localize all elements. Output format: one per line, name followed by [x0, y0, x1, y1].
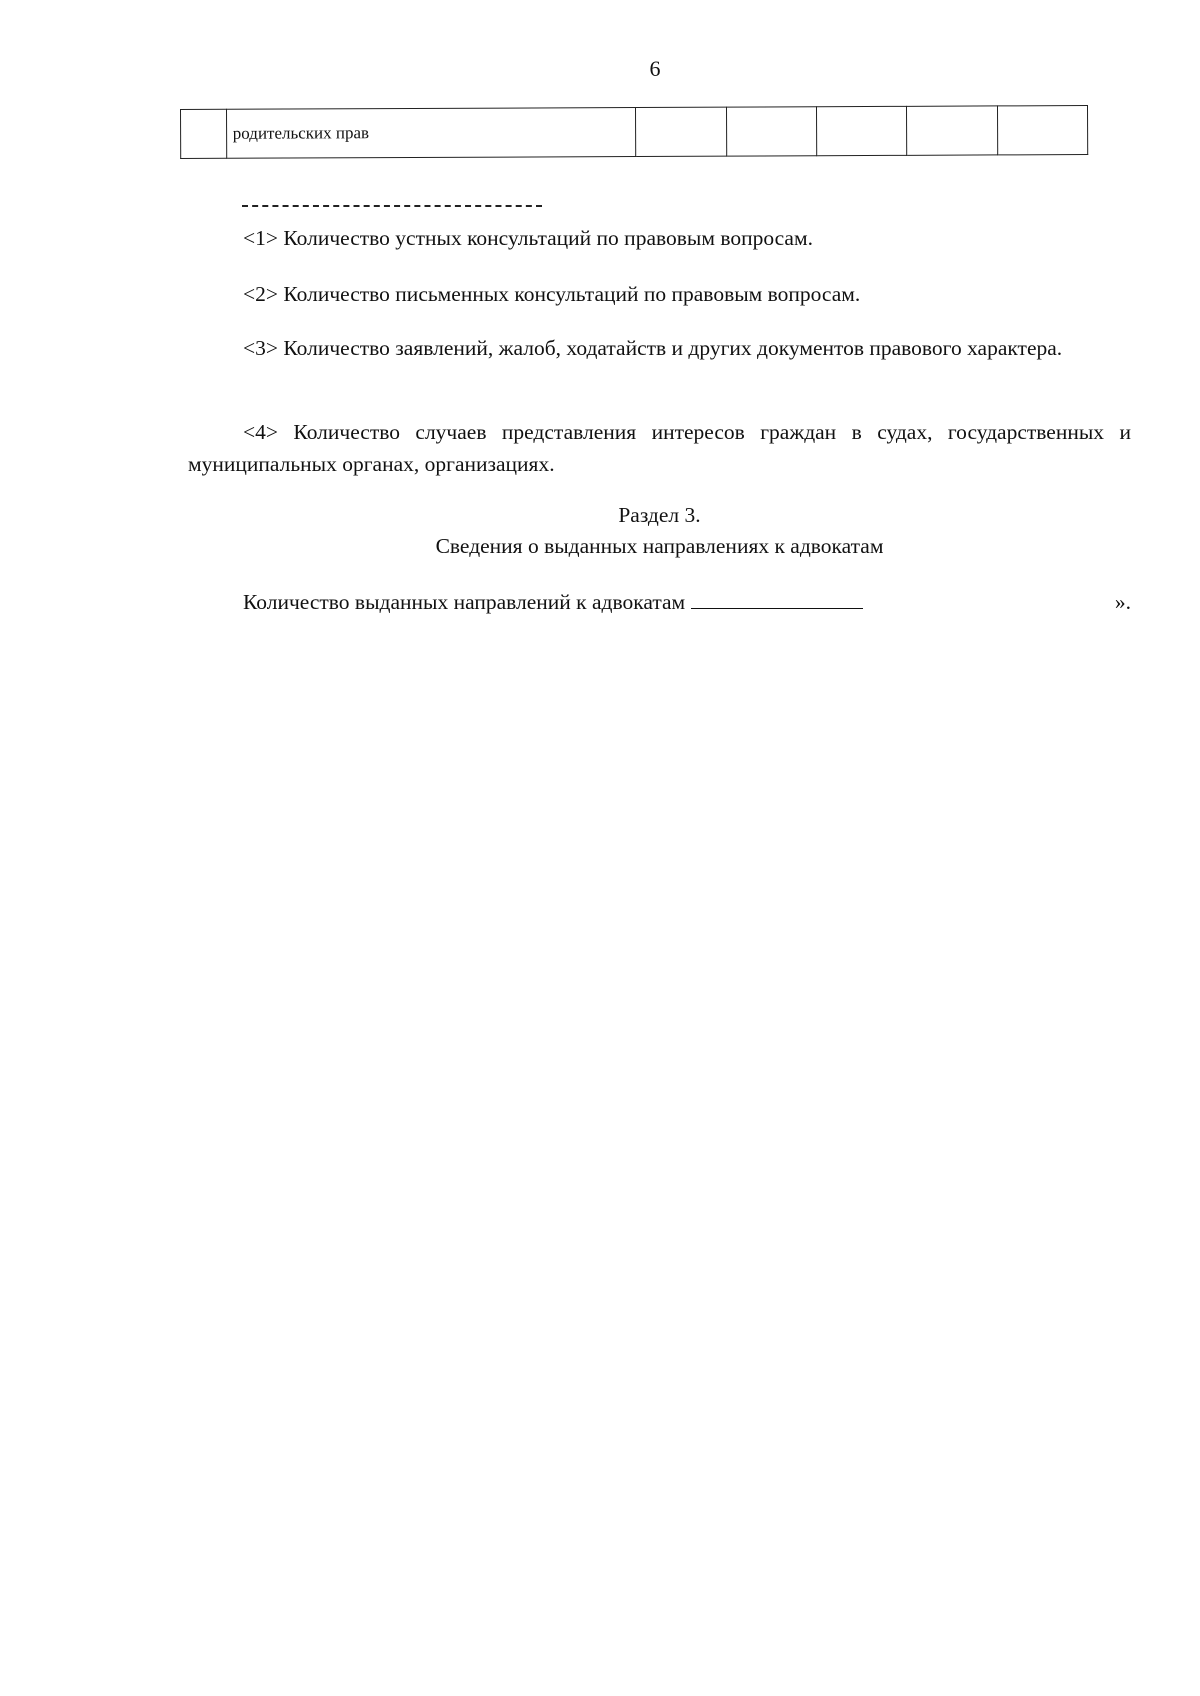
footnote-3: <3> Количество заявлений, жалоб, ходатайств и других документов правового характера. — [243, 336, 1063, 360]
table-cell-value — [636, 107, 727, 156]
page-number: 6 — [649, 56, 661, 81]
footnote-separator — [242, 205, 542, 207]
table-fragment — [180, 105, 1088, 159]
footnote-1: <1> Количество устных консультаций по правовым вопросам. — [243, 226, 813, 250]
table-cell-number — [181, 109, 227, 158]
count-label: Количество выданных направлений к адвокатам — [243, 590, 686, 614]
section-subtitle: Сведения о выданных направлениях к адвокатам — [435, 534, 884, 558]
table-cell-value — [997, 106, 1088, 155]
count-value-blank — [691, 586, 863, 609]
table-cell-text: родительских прав — [226, 108, 636, 159]
table-cell-value — [816, 106, 907, 155]
closing-quote: ». — [1114, 590, 1131, 614]
count-line — [243, 586, 1131, 618]
table-cell-value — [726, 107, 817, 156]
footnote-2: <2> Количество письменных консультаций по правовым вопросам. — [243, 282, 861, 306]
section-title: Раздел 3. — [618, 503, 701, 527]
table-row — [181, 106, 1088, 159]
table-cell-value — [907, 106, 998, 155]
footnote-4: <4> Количество случаев представления интересов граждан в судах, государственных и муниципальных органах, организациях. — [188, 420, 1131, 476]
